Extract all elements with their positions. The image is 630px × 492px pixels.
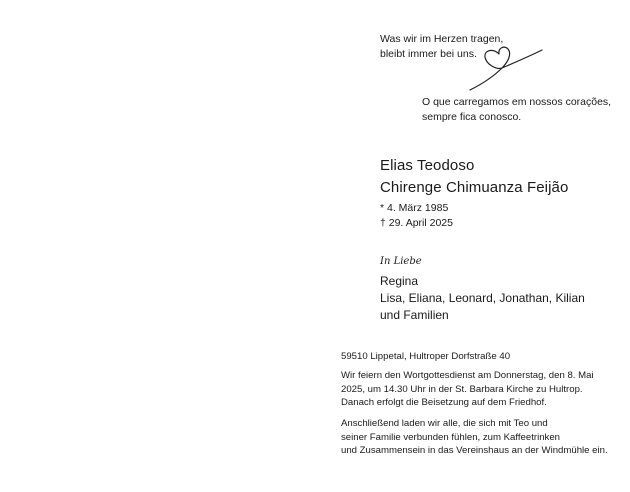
quote-german-line: bleibt immer bei uns. [380, 48, 477, 60]
service-info [341, 369, 594, 410]
quote-portuguese [422, 95, 611, 125]
deceased-last-name: Chirenge Chimuanza Feijão [380, 179, 569, 196]
invitation-line: Anschließend laden wir alle, die sich mit Teo und [341, 418, 548, 429]
service-line: Wir feiern den Wortgottesdienst am Donnerstag, den 8. Mai [341, 370, 594, 381]
quote-portuguese-line: sempre fica conosco. [422, 111, 522, 123]
invitation-info [341, 417, 608, 458]
death-date: † 29. April 2025 [380, 217, 453, 229]
life-dates [380, 201, 453, 231]
service-line: Danach erfolgt die Beisetzung auf dem Friedhof. [341, 397, 547, 408]
mourner-line: Lisa, Eliana, Leonard, Jonathan, Kilian [380, 291, 585, 305]
in-liebe-label: In Liebe [380, 256, 422, 267]
service-line: 2025, um 14.30 Uhr in der St. Barbara Kirche zu Hultrop. [341, 383, 583, 395]
birth-date: * 4. März 1985 [380, 202, 449, 214]
invitation-line: seiner Familie verbunden fühlen, zum Kaffeetrinken [341, 431, 561, 443]
quote-german-line: Was wir im Herzen tragen, [380, 33, 504, 45]
mourners-list [380, 273, 585, 324]
mourner-line: Regina [380, 274, 419, 288]
deceased-name [380, 155, 568, 199]
address: 59510 Lippetal, Hultroper Dorfstraße 40 [341, 351, 511, 362]
mourner-line: und Familien [380, 308, 449, 322]
invitation-line: und Zusammensein in das Vereinshaus an der Windmühle ein. [341, 445, 608, 456]
quote-portuguese-line: O que carregamos em nossos corações, [422, 96, 612, 108]
heart-line-icon [468, 40, 548, 92]
deceased-first-name: Elias Teodoso [380, 157, 475, 174]
